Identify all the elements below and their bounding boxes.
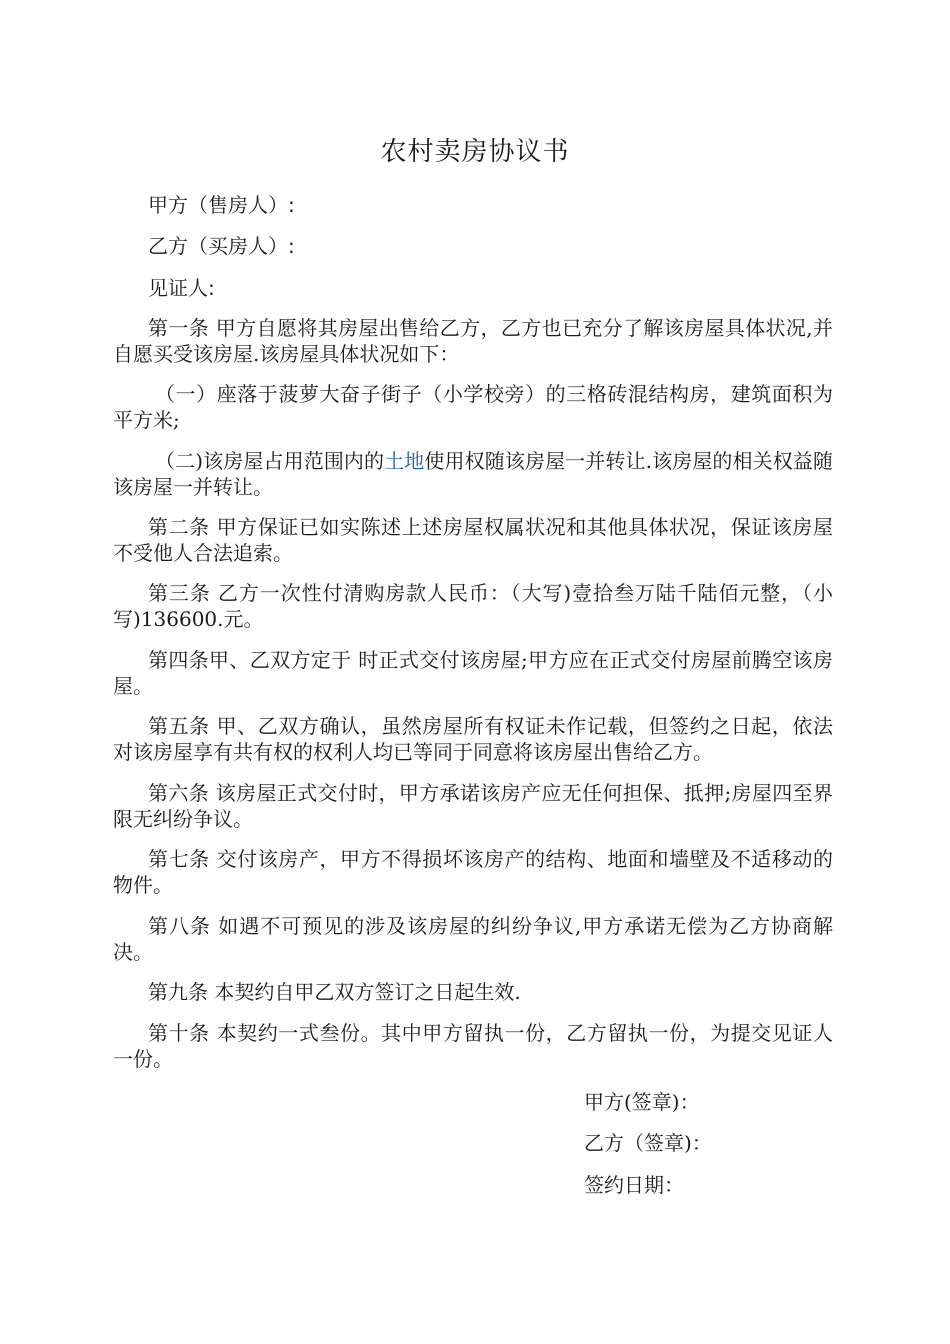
signing-date-label: 签约日期： (584, 1173, 684, 1197)
article-9: 第九条 本契约自甲乙双方签订之日起生效. (148, 980, 521, 1004)
article-1-item-2 (113, 448, 833, 500)
article-1-item-2-text-post: 使用权随该房屋一并转让.该房屋的相关权益随该房屋一并转让。 (113, 449, 833, 499)
seller-party-label: 甲方（售房人）: (148, 193, 295, 217)
article-10: 第十条 本契约一式叁份。其中甲方留执一份，乙方留执一份，为提交见证人一份。 (113, 1021, 833, 1071)
witness-label: 见证人: (148, 276, 215, 300)
article-6: 第六条 该房屋正式交付时，甲方承诺该房产应无任何担保、抵押;房屋四至界限无纠纷争议。 (113, 781, 833, 831)
article-4: 第四条甲、乙双方定于 时正式交付该房屋;甲方应在正式交付房屋前腾空该房屋。 (113, 648, 833, 698)
article-1-item-1: （一）座落于菠萝大奋子街子（小学校旁）的三格砖混结构房，建筑面积为平方米; (113, 382, 833, 432)
article-1: 第一条 甲方自愿将其房屋出售给乙方，乙方也已充分了解该房屋具体状况,并自愿买受该房屋.该房屋具体状况如下： (113, 316, 833, 366)
seller-signature-label: 甲方(签章)： (584, 1090, 700, 1114)
article-3: 第三条 乙方一次性付清购房款人民币：（大写)壹拾叁万陆千陆佰元整，（小写)136600.元。 (113, 581, 833, 631)
article-8: 第八条 如遇不可预见的涉及该房屋的纠纷争议,甲方承诺无偿为乙方协商解决。 (113, 914, 833, 964)
buyer-signature-label: 乙方（签章)： (584, 1131, 712, 1155)
land-link[interactable]: 土地 (384, 449, 425, 473)
article-2: 第二条 甲方保证已如实陈述上述房屋权属状况和其他具体状况，保证该房屋不受他人合法追索。 (113, 515, 833, 565)
article-1-item-2-text-pre: （二)该房屋占用范围内的 (155, 449, 385, 473)
article-7: 第七条 交付该房产，甲方不得损坏该房产的结构、地面和墙壁及不适移动的物件。 (113, 847, 833, 897)
buyer-party-label: 乙方（买房人）: (148, 234, 295, 258)
document-title: 农村卖房协议书 (380, 137, 570, 167)
article-5: 第五条 甲、乙双方确认，虽然房屋所有权证未作记载，但签约之日起，依法对该房屋享有共有权的权利人均已等同于同意将该房屋出售给乙方。 (113, 714, 833, 764)
